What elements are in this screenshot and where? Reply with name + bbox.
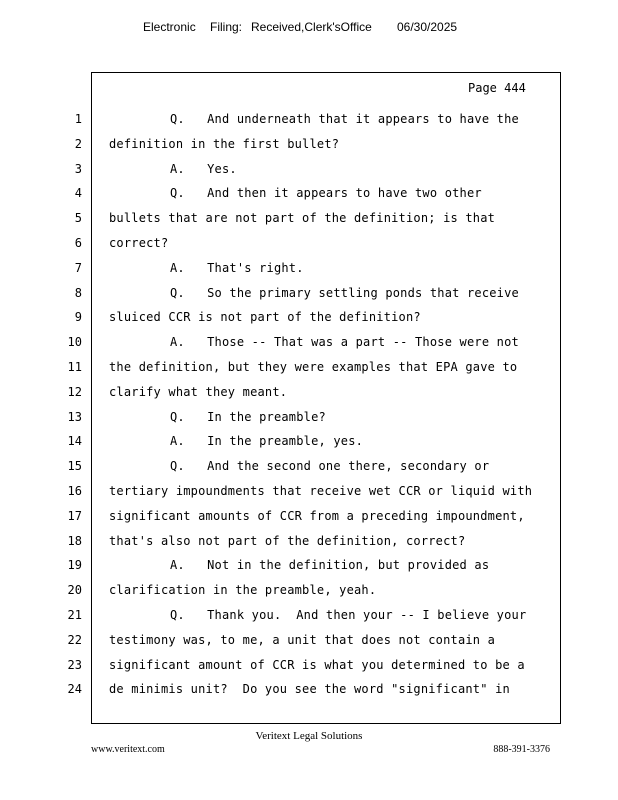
transcript-line: clarification in the preamble, yeah. <box>109 583 377 597</box>
line-number: 6 <box>74 236 82 250</box>
header-received: Received,Clerk'sOffice <box>251 20 372 34</box>
transcript-line: the definition, but they were examples that EPA gave to <box>109 360 518 374</box>
transcript-line: correct? <box>109 236 169 250</box>
line-number: 2 <box>74 137 82 151</box>
header-filing: Filing: <box>210 20 243 34</box>
line-number: 3 <box>74 162 82 176</box>
line-number: 9 <box>74 310 82 324</box>
line-number: 14 <box>67 434 82 448</box>
transcript-line: de minimis unit? Do you see the word "significant" in <box>109 682 510 696</box>
transcript-line: clarify what they meant. <box>109 385 288 399</box>
line-number: 15 <box>67 459 82 473</box>
line-number: 23 <box>67 658 82 672</box>
line-number: 13 <box>67 410 82 424</box>
line-number: 8 <box>74 286 82 300</box>
transcript-line: significant amount of CCR is what you determined to be a <box>109 658 525 672</box>
line-number: 17 <box>67 509 82 523</box>
line-number: 10 <box>67 335 82 349</box>
transcript-line: Q. So the primary settling ponds that receive <box>170 286 519 300</box>
transcript-line: bullets that are not part of the definition; is that <box>109 211 496 225</box>
line-number: 18 <box>67 534 82 548</box>
transcript-line: Q. And then it appears to have two other <box>170 186 482 200</box>
transcript-line: Q. Thank you. And then your -- I believe your <box>170 608 527 622</box>
footer-company: Veritext Legal Solutions <box>255 730 363 742</box>
transcript-line: A. That's right. <box>170 261 304 275</box>
transcript-line: definition in the first bullet? <box>109 137 340 151</box>
line-number: 19 <box>67 558 82 572</box>
transcript-line: tertiary impoundments that receive wet CCR or liquid with <box>109 484 533 498</box>
line-number: 5 <box>74 211 82 225</box>
line-number: 16 <box>67 484 82 498</box>
line-number: 12 <box>67 385 82 399</box>
transcript-line: that's also not part of the definition, correct? <box>109 534 466 548</box>
line-number: 20 <box>67 583 82 597</box>
footer-website: www.veritext.com <box>91 744 165 755</box>
line-number: 1 <box>74 112 82 126</box>
footer-phone: 888-391-3376 <box>493 744 550 755</box>
transcript-line: significant amounts of CCR from a preceding impoundment, <box>109 509 525 523</box>
line-number: 11 <box>67 360 82 374</box>
line-number: 4 <box>74 186 82 200</box>
transcript-line: A. Those -- That was a part -- Those were not <box>170 335 519 349</box>
transcript-line: Q. And the second one there, secondary or <box>170 459 490 473</box>
filing-header <box>0 20 618 38</box>
header-electronic: Electronic <box>143 20 196 34</box>
transcript-line: A. In the preamble, yes. <box>170 434 364 448</box>
transcript-line: testimony was, to me, a unit that does not contain a <box>109 633 496 647</box>
line-number: 24 <box>67 682 82 696</box>
line-number: 21 <box>67 608 82 622</box>
transcript-line: Q. In the preamble? <box>170 410 326 424</box>
transcript-line: Q. And underneath that it appears to have the <box>170 112 519 126</box>
transcript-line: A. Not in the definition, but provided as <box>170 558 490 572</box>
page-number: Page 444 <box>468 81 526 95</box>
line-number: 22 <box>67 633 82 647</box>
line-number: 7 <box>74 261 82 275</box>
transcript-line: A. Yes. <box>170 162 237 176</box>
transcript-line: sluiced CCR is not part of the definition? <box>109 310 421 324</box>
header-date: 06/30/2025 <box>397 20 458 34</box>
